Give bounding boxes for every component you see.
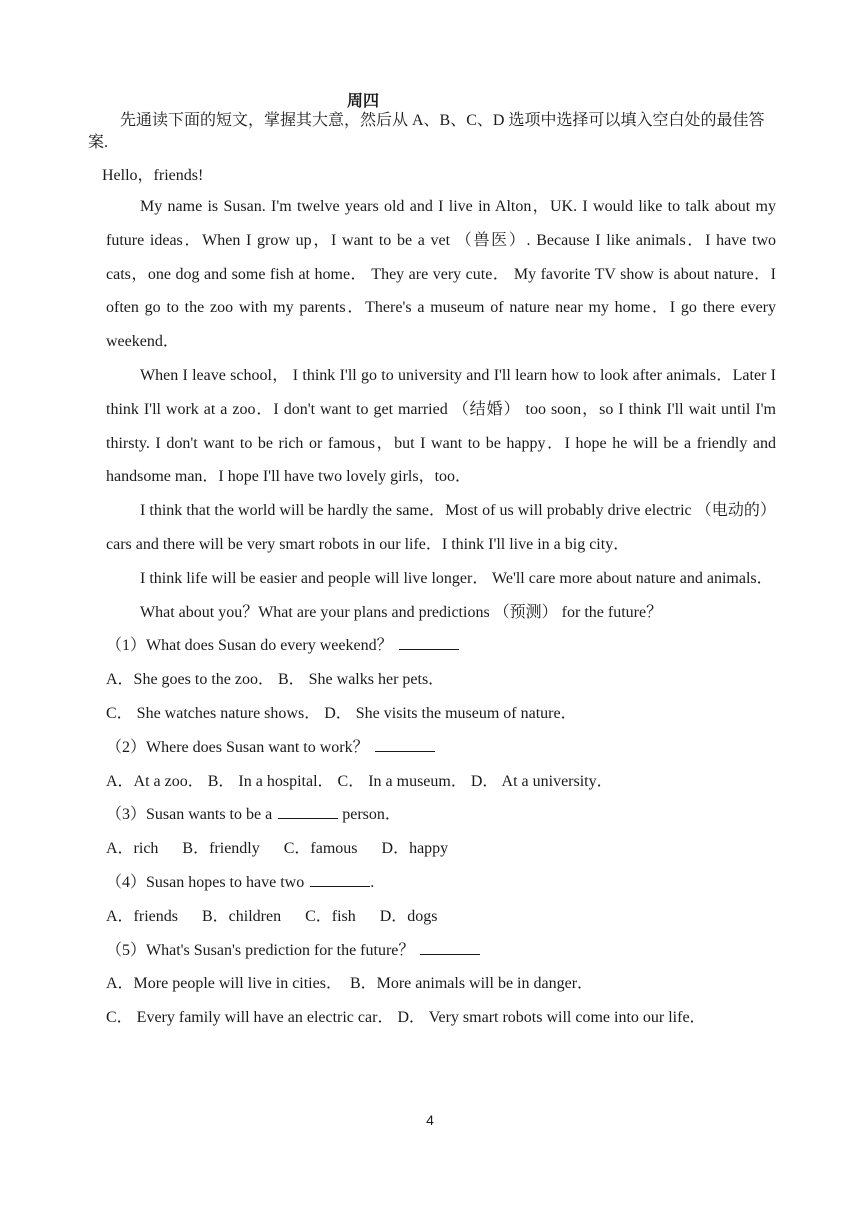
question-5-options-b: C． Every family will have an electric car． D． Very smart robots will come into our life． bbox=[106, 1009, 706, 1027]
question-5-stem: （5）What's Susan's prediction for the future？ bbox=[106, 934, 776, 968]
paragraph-2: When I leave school， I think I'll go to university and I'll learn how to look after animals．Later I think I'll work at a zoo．I don't want to get married （结婚） too soon，so I think I'll wait until I'm thirsty. I don't want to be rich or famous，but I want to be happy．I hope he will be a friendly and handsome man．I hope I'll have two lovely girls，too． bbox=[106, 366, 776, 486]
answer-blank bbox=[420, 940, 480, 955]
question-1-options-b: C． She watches nature shows． D． She visits the museum of nature． bbox=[106, 704, 577, 722]
question-3-stem: （3）Susan wants to be a person． bbox=[106, 806, 401, 824]
paragraph-3: I think that the world will be hardly the same．Most of us will probably drive electric （电动的） cars and there will be very smart robots in our life．I think I'll live in a big city． bbox=[106, 502, 776, 553]
answer-blank bbox=[375, 737, 435, 752]
paragraph-1: My name is Susan. I'm twelve years old and I live in Alton，UK. I would like to talk about my future ideas．When I grow up，I want to be a vet （兽医）. Because I like animals．I have two cats，one dog and some fish at home． They are very cute． My favorite TV show is about nature．I often go to the zoo with my parents．There's a museum of nature near my home．I go there every weekend． bbox=[106, 198, 776, 351]
question-1-stem: （1）What does Susan do every weekend？ bbox=[106, 629, 776, 663]
question-4-stem: （4）Susan hopes to have two . bbox=[106, 873, 375, 891]
question-1-options-a: A．She goes to the zoo． B． She walks her pets． bbox=[106, 671, 445, 689]
paragraph-4: I think life will be easier and people will live longer． We'll care more about nature and animals． bbox=[140, 569, 773, 587]
page-title: 周四 bbox=[346, 93, 379, 110]
greeting: Hello，friends! bbox=[102, 167, 204, 184]
question-4-options: A．friends B．children C．fish D．dogs bbox=[106, 907, 438, 925]
answer-blank bbox=[399, 635, 459, 650]
paragraph-5: What about you？What are your plans and predictions （预测） for the future？ bbox=[140, 603, 663, 621]
instruction-text: 先通读下面的短文，掌握其大意，然后从 A、B、C、D 选项中选择可以填入空白处的最佳答案. bbox=[88, 112, 765, 151]
answer-blank bbox=[310, 872, 370, 887]
page-number: 4 bbox=[426, 1112, 434, 1128]
passage-body bbox=[106, 190, 776, 1035]
question-3-options: A．rich B．friendly C．famous D．happy bbox=[106, 840, 449, 858]
question-2-options: A．At a zoo． B． In a hospital． C． In a museum． D． At a university． bbox=[106, 772, 613, 790]
instructions bbox=[88, 110, 778, 154]
question-5-options-a: A．More people will live in cities． B．More animals will be in danger． bbox=[106, 975, 594, 993]
answer-blank bbox=[278, 804, 338, 819]
question-2-stem: （2）Where does Susan want to work？ bbox=[106, 731, 776, 765]
